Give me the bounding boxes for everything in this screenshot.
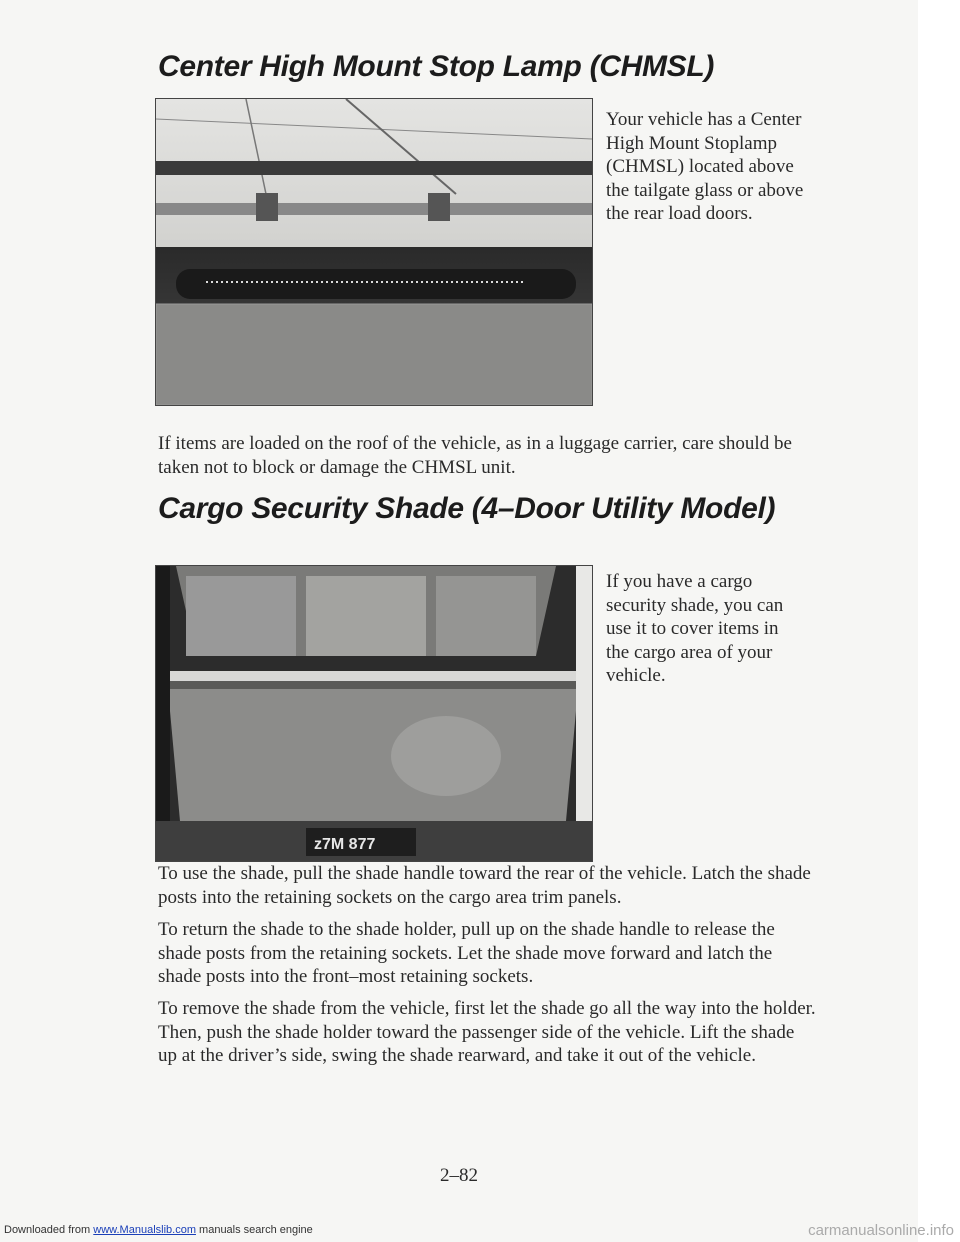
section-heading-chmsl: Center High Mount Stop Lamp (CHMSL): [158, 50, 715, 83]
cargo-shade-description: If you have a cargo security shade, you can use it to cover items in the cargo area of your vehicle.: [606, 571, 784, 686]
footer-suffix: manuals search engine: [195, 1224, 313, 1236]
page-number: 2–82: [440, 1165, 478, 1186]
watermark: carmanualsonline.info: [808, 1222, 954, 1239]
chmsl-paragraph: If items are loaded on the roof of the vehicle, as in a luggage carrier, care should be taken not to block or damage the CHMSL unit.: [158, 433, 792, 478]
cargo-shade-paragraph-2: To return the shade to the shade holder, pull up on the shade handle to release the shade posts from the retaining sockets. Let the shade move forward and latch the shade posts into the front–most retaining sockets.: [158, 919, 775, 987]
page-margin: [918, 0, 960, 1242]
cargo-shade-paragraph-1: To use the shade, pull the shade handle toward the rear of the vehicle. Latch the shade posts into the retaining sockets on the cargo area trim panels.: [158, 863, 811, 908]
chmsl-description: Your vehicle has a Center High Mount Stoplamp (CHMSL) located above the tailgate glass or above the rear load doors.: [606, 109, 804, 224]
cargo-shade-photo: [155, 565, 593, 862]
manualslib-link[interactable]: www.Manualslib.com: [93, 1224, 196, 1236]
license-plate: z7M 877: [314, 836, 376, 853]
chmsl-photo: [155, 98, 593, 406]
download-footer: [4, 1224, 313, 1236]
cargo-shade-paragraph-3: To remove the shade from the vehicle, first let the shade go all the way into the holder. Then, push the shade holder toward the passenger side of the vehicle. Lift the shade up at the driver’s side, swing the shade rearward, and take it out of the vehicle.: [158, 998, 816, 1066]
footer-prefix: Downloaded from: [4, 1224, 94, 1236]
section-heading-cargo-shade: Cargo Security Shade (4–Door Utility Model): [158, 492, 776, 525]
